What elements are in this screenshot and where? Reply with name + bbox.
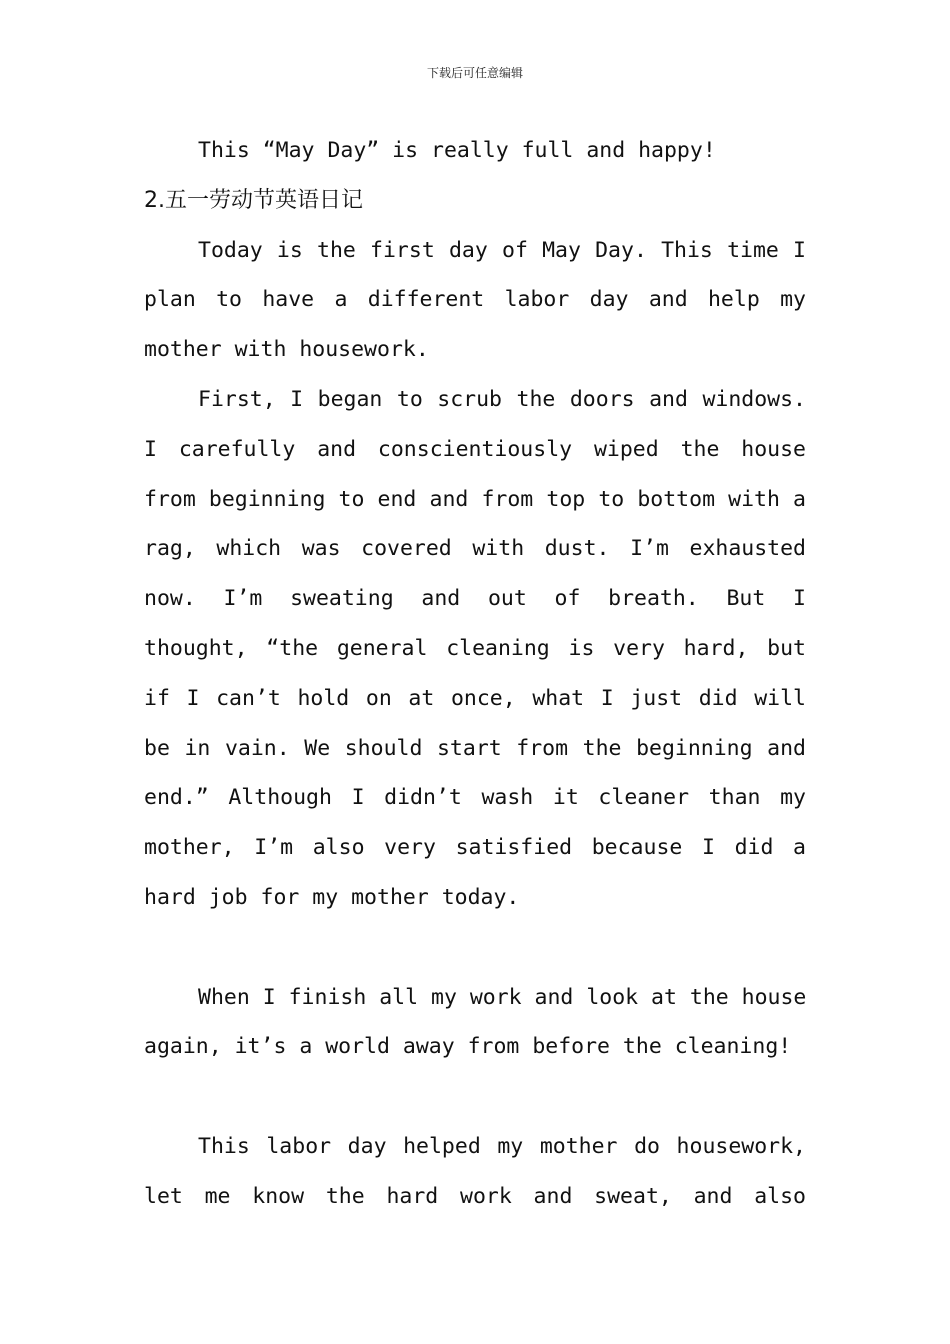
- text-line: mother, I’m also very satisfied because I did a: [144, 835, 806, 861]
- page-header: 下载后可任意编辑: [426, 66, 523, 80]
- text-line: Today is the first day of May Day. This time I: [198, 237, 806, 263]
- text-line: now. I’m sweating and out of breath. But I: [144, 586, 806, 612]
- document-body: [144, 126, 806, 1222]
- text-line: be in vain. We should start from the beginning and: [144, 735, 806, 761]
- text-line: First, I began to scrub the doors and windows.: [198, 386, 806, 412]
- text-line: This labor day helped my mother do housework,: [198, 1133, 806, 1159]
- text-line: mother with housework.: [144, 337, 429, 363]
- text-line: rag, which was covered with dust. I’m exhausted: [144, 536, 806, 562]
- text-line: again, it’s a world away from before the cleaning!: [144, 1034, 792, 1060]
- section-heading: 2.五一劳动节英语日记: [144, 187, 363, 213]
- text-line: if I can’t hold on at once, what I just did will: [144, 685, 806, 711]
- text-line: let me know the hard work and sweat, and also: [144, 1183, 806, 1209]
- text-line: plan to have a different labor day and help my: [144, 287, 806, 313]
- paragraph-gap: [144, 923, 806, 973]
- text-line: This “May Day” is really full and happy!: [198, 138, 716, 163]
- text-line: I carefully and conscientiously wiped the house: [144, 436, 806, 462]
- paragraph-gap: [144, 1072, 806, 1122]
- text-line: from beginning to end and from top to bottom with a: [144, 486, 806, 512]
- text-line: end.” Although I didn’t wash it cleaner than my: [144, 785, 806, 811]
- text-line: thought, “the general cleaning is very hard, but: [144, 635, 806, 661]
- text-line: hard job for my mother today.: [144, 884, 520, 910]
- text-line: When I finish all my work and look at the house: [198, 984, 806, 1010]
